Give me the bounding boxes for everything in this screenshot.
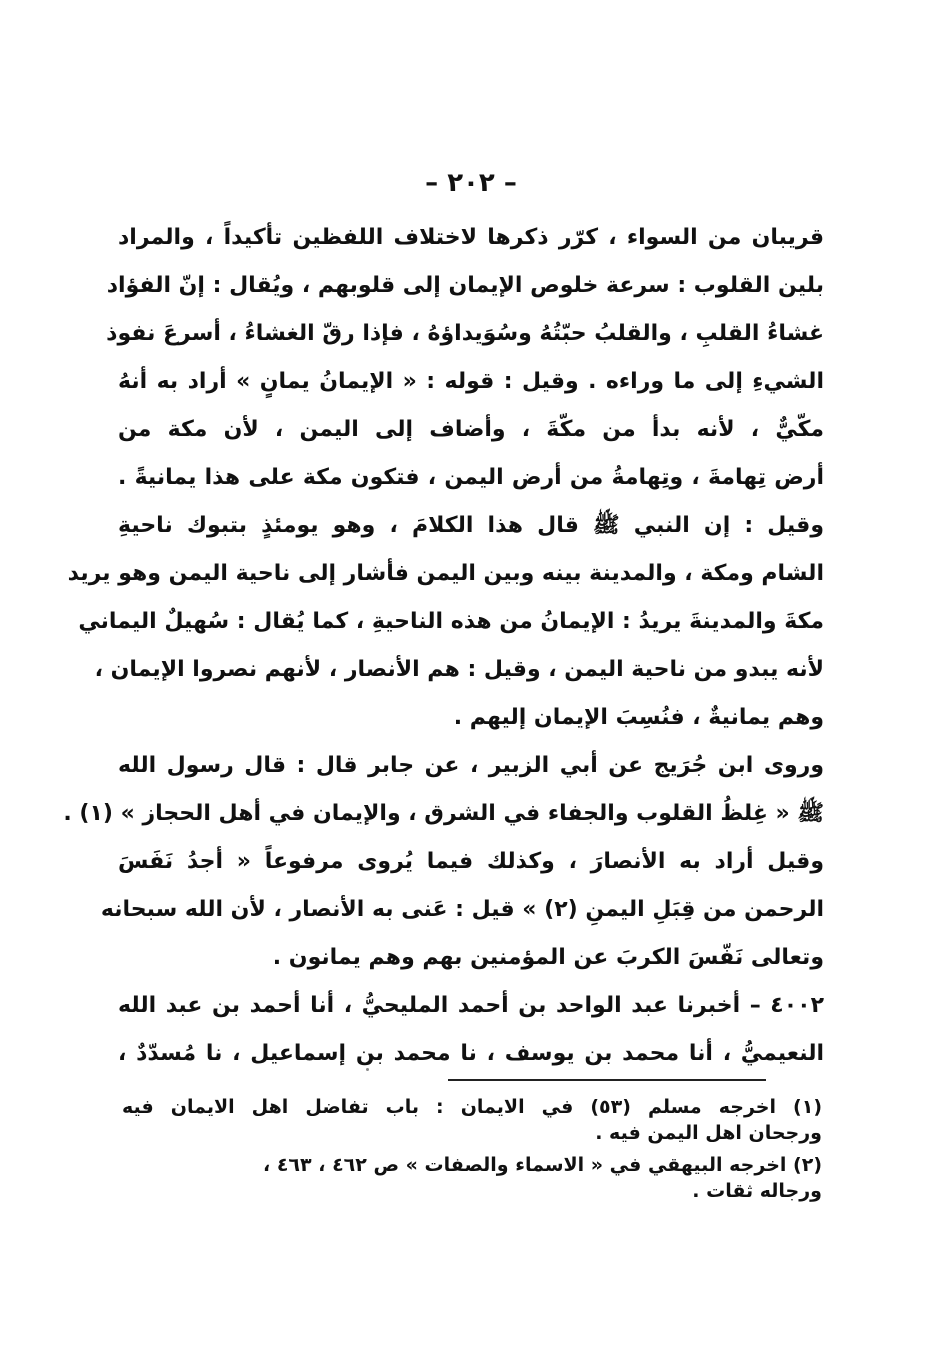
footnote-divider [448,1079,766,1081]
text-line: وتعالى نَفّسَ الكربَ عن المؤمنين بهم وهم يمانون . [272,945,824,970]
main-text-block [63,214,824,1078]
text-line: ٤٠٠٢ – أخبرنا عبد الواحد بن أحمد المليحيُّ ، أنا أحمد بن عبد الله [118,993,824,1018]
text-line: النعيميُّ ، أنا محمد بن يوسف ، نا محمد بن إسماعيل ، نا مُسدّدٌ ، [118,1041,824,1066]
footnote-line: (٢) اخرجه البيهقي في « الاسماء والصفات » ص ٤٦٢ ، ٤٦٣ ، [262,1154,822,1176]
text-line: مكةَ والمدينةَ يريدُ : الإيمانُ من هذه الناحيةِ ، كما يُقال : سُهيلٌ اليماني [78,609,824,634]
text-line: الرحمن من قِبَلِ اليمنِ (٢) » قيل : عَنى به الأنصار ، لأن الله سبحانه [100,897,824,922]
footnote-line: (١) اخرجه مسلم (٥٣) في الايمان : باب تفاضل اهل الايمان فيه [122,1096,822,1118]
scan-speck [366,1068,369,1071]
footnote-line: ورجحان اهل اليمن فيه . [595,1122,822,1144]
text-line: لأنه يبدو من ناحية اليمن ، وقيل : هم الأنصار ، لأنهم نصروا الإيمان ، [94,657,824,682]
text-line: ﷺ « غِلظُ القلوب والجفاء في الشرق ، والإيمان في أهل الحجاز » (١) . [63,801,824,826]
text-line: وقيل أراد به الأنصارَ ، وكذلك فيما يُروى مرفوعاً « أجدُ نَفَسَ [118,849,824,874]
text-line: بلين القلوب : سرعة خلوص الإيمان إلى قلوبهم ، ويُقال : إنّ الفؤاد [106,273,824,298]
text-line: وهم يمانيةٌ ، فنُسِبَ الإيمان إليهم . [453,705,824,730]
page-number: – ٢٠٢ – [425,168,517,198]
text-line: غشاءُ القلبِ ، والقلبُ حبّتُهُ وسُوَيداؤهُ ، فإذا رقّ الغشاءُ ، أسرعَ نفوذ [106,321,824,346]
text-line: أرض تِهامةَ ، وتِهامةُ من أرض اليمن ، فتكون مكة على هذا يمانيةً . [118,465,824,490]
text-line: وقيل : إن النبي ﷺ قال هذا الكلامَ ، وهو يومئذٍ بتبوك ناحيةِ [118,513,824,538]
footnote-line: ورجاله ثقات . [692,1180,822,1202]
text-line: مكّيٌّ ، لأنه بدأ من مكّةَ ، وأضاف إلى اليمن ، لأن مكة من [118,417,824,442]
text-line: الشيءِ إلى ما وراءه . وقيل : قوله : « الإيمانُ يمانٍ » أراد به أنهُ [118,369,824,394]
text-line: الشام ومكة ، والمدينة بينه وبين اليمن فأشار إلى ناحية اليمن وهو يريد [67,561,824,586]
text-line: قريبان من السواء ، كرّر ذكرها لاختلاف اللفظين تأكيداً ، والمراد [118,225,824,250]
footnotes-block [122,1094,822,1204]
text-line: وروى ابن جُرَيج عن أبي الزبير ، عن جابر قال : قال رسول الله [118,753,824,778]
